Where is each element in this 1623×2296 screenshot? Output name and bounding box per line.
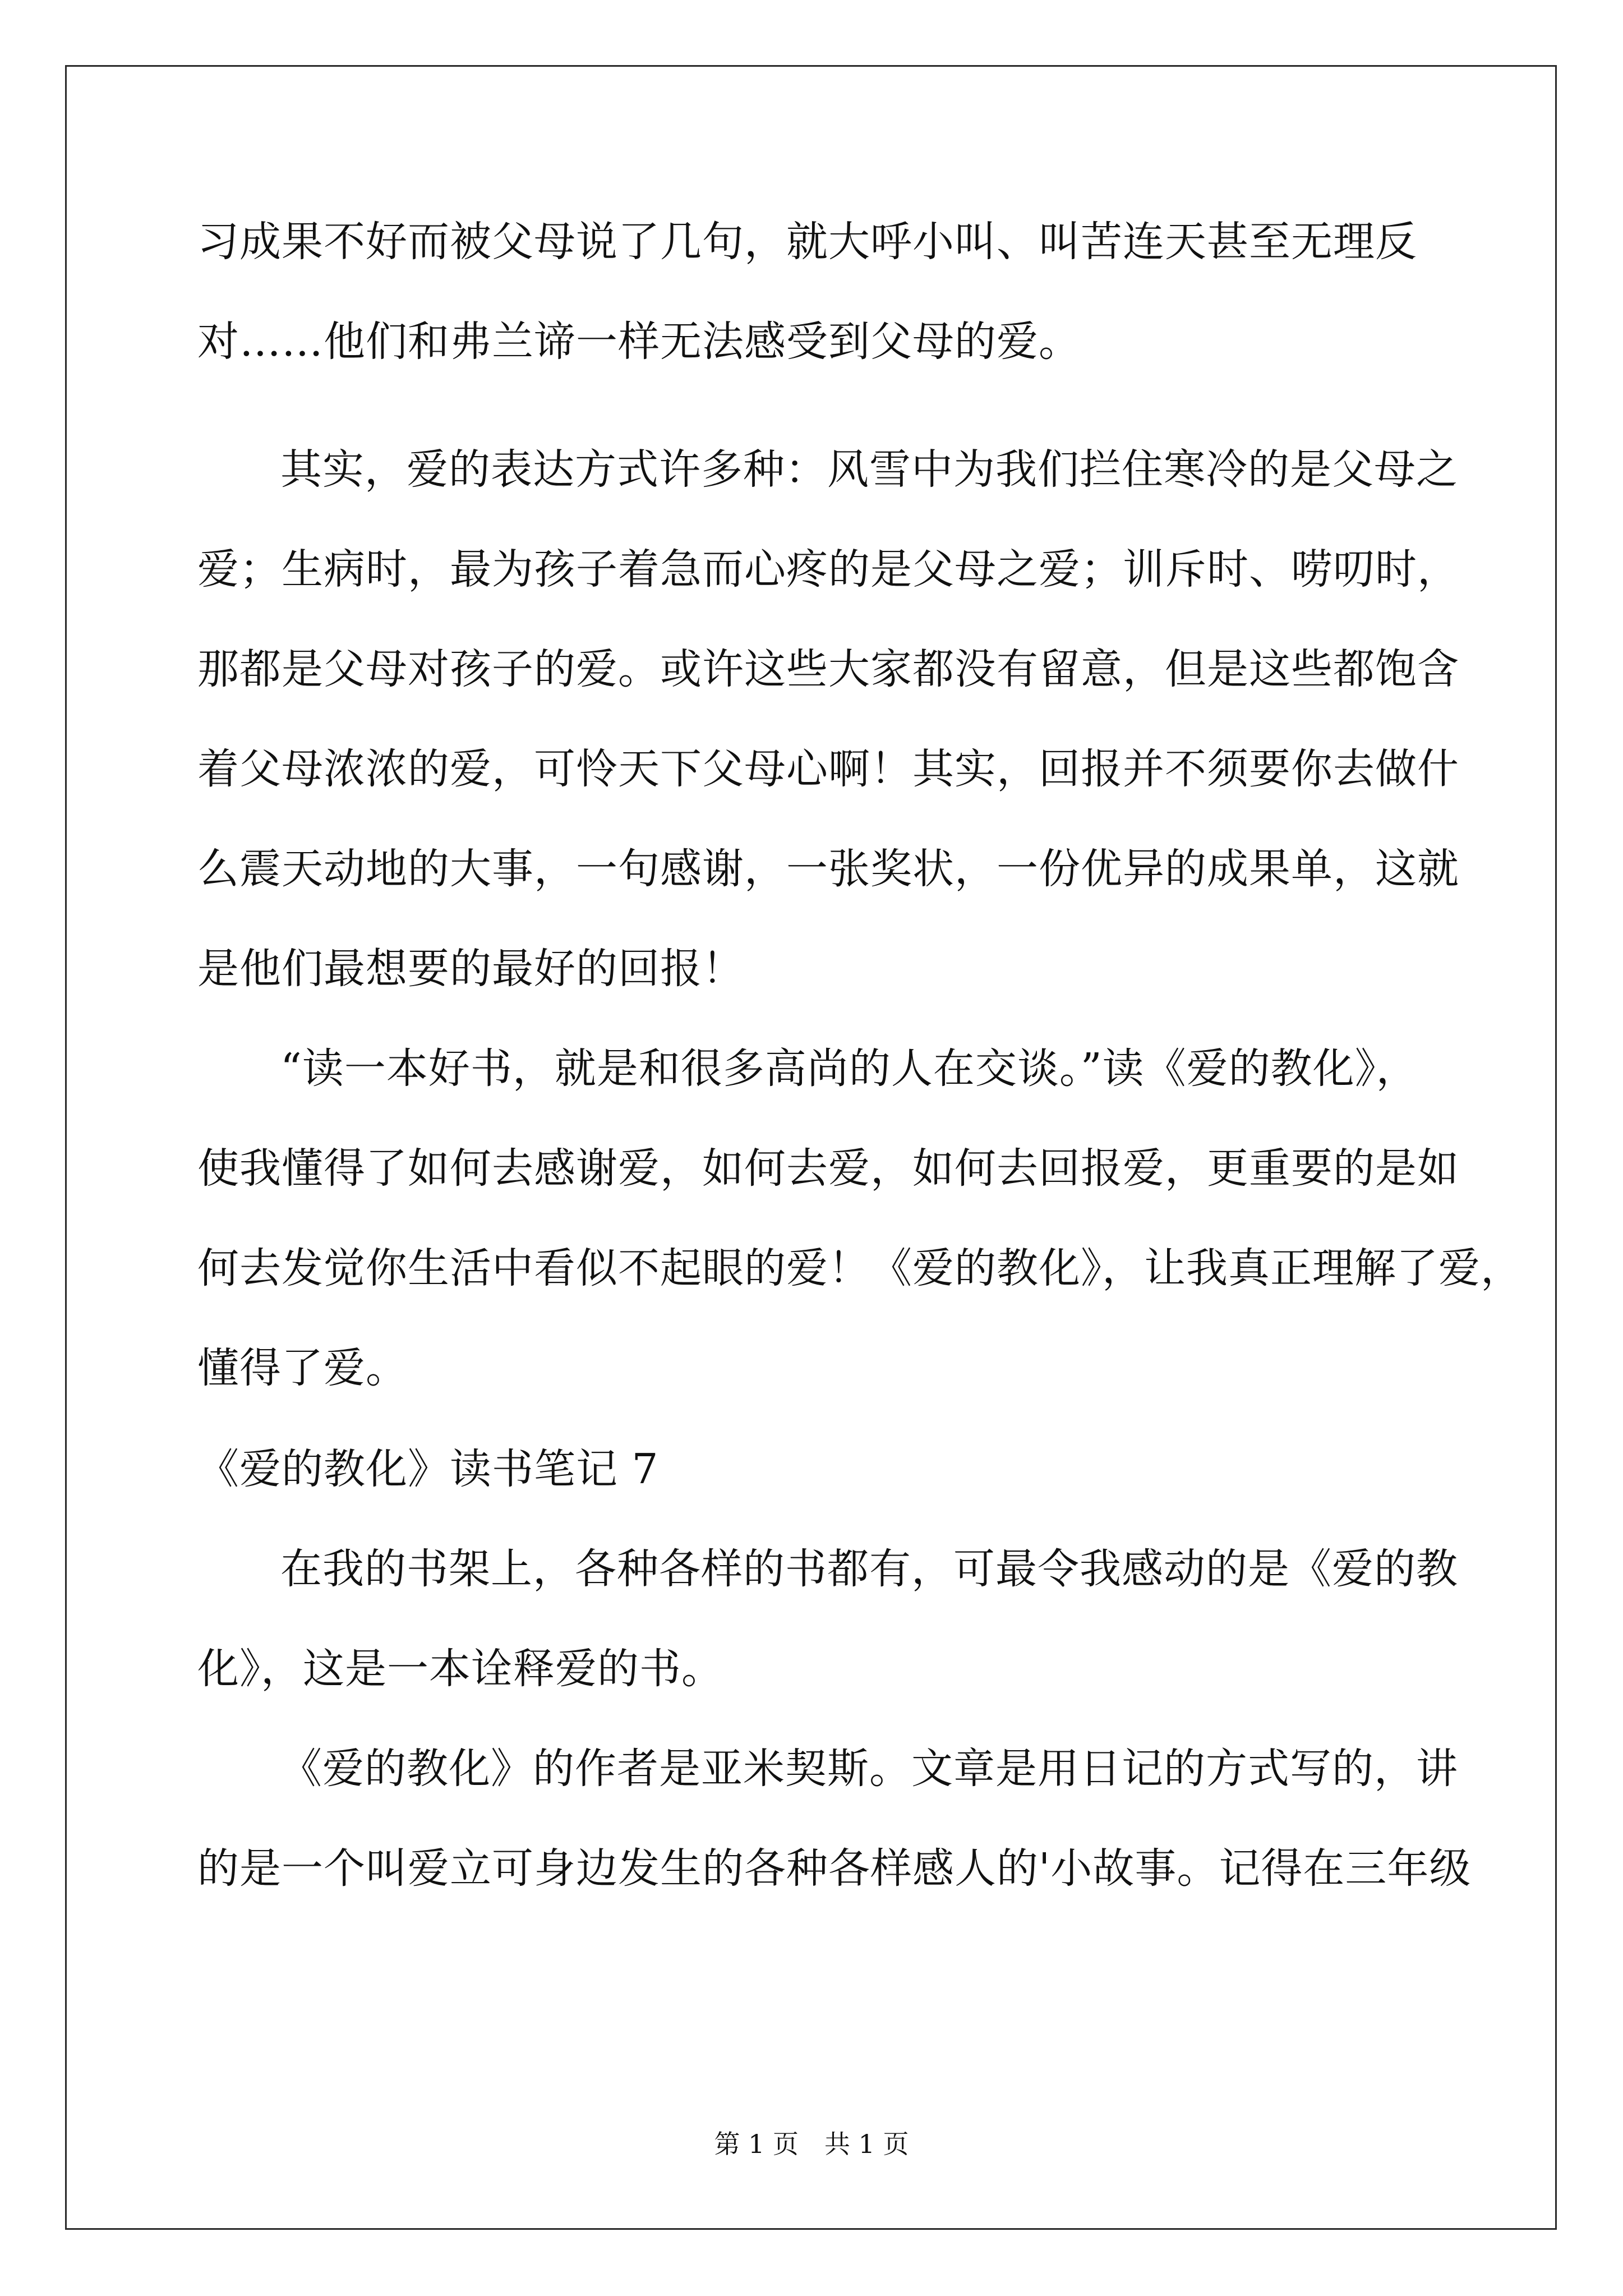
paragraph-line: 爱；生病时，最为孩子着急而心疼的是父母之爱；训斥时、唠叨时， (197, 545, 1459, 593)
paragraph-line: 的是一个叫爱立可身边发生的各种各样感人的'小故事。记得在三年级 (197, 1844, 1472, 1893)
paragraph-line: 其实，爱的表达方式许多种：风雪中为我们拦住寒冷的是父母之 (280, 445, 1458, 494)
paragraph-line: 化》，这是一本诠释爱的书。 (197, 1645, 723, 1693)
paragraph-line: 懂得了爱。 (197, 1344, 408, 1392)
paragraph-line: 对……他们和弗兰谛一样无法感受到父母的爱。 (197, 318, 1081, 366)
page-number-footer: 第 1 页 共 1 页 (714, 2129, 909, 2159)
paragraph-line: 是他们最想要的最好的回报！ (197, 945, 744, 993)
paragraph-line: 在我的书架上，各种各样的书都有，可最令我感动的是《爱的教 (280, 1545, 1458, 1593)
paragraph-line: 着父母浓浓的爱，可怜天下父母心啊！其实，回报并不须要你去做什 (197, 745, 1459, 793)
paragraph-line: 使我懂得了如何去感谢爱，如何去爱，如何去回报爱，更重要的是如 (197, 1144, 1459, 1193)
paragraph-line: 何去发觉你生活中看似不起眼的爱！《爱的教化》，让我真正理解了爱， (197, 1244, 1523, 1292)
paragraph-line: 《爱的教化》的作者是亚米契斯。文章是用日记的方式写的，讲 (280, 1745, 1458, 1793)
paragraph-line: 那都是父母对孩子的爱。或许这些大家都没有留意，但是这些都饱含 (197, 645, 1459, 693)
paragraph-line: 么震天动地的大事，一句感谢，一张奖状，一份优异的成果单，这就 (197, 845, 1459, 893)
section-heading: 《爱的教化》读书笔记 7 (197, 1445, 659, 1493)
paragraph-line: 习成果不好而被父母说了几句，就大呼小叫、叫苦连天甚至无理反 (197, 218, 1417, 266)
paragraph-line: “读一本好书，就是和很多高尚的人在交谈。”读《爱的教化》， (280, 1045, 1418, 1093)
